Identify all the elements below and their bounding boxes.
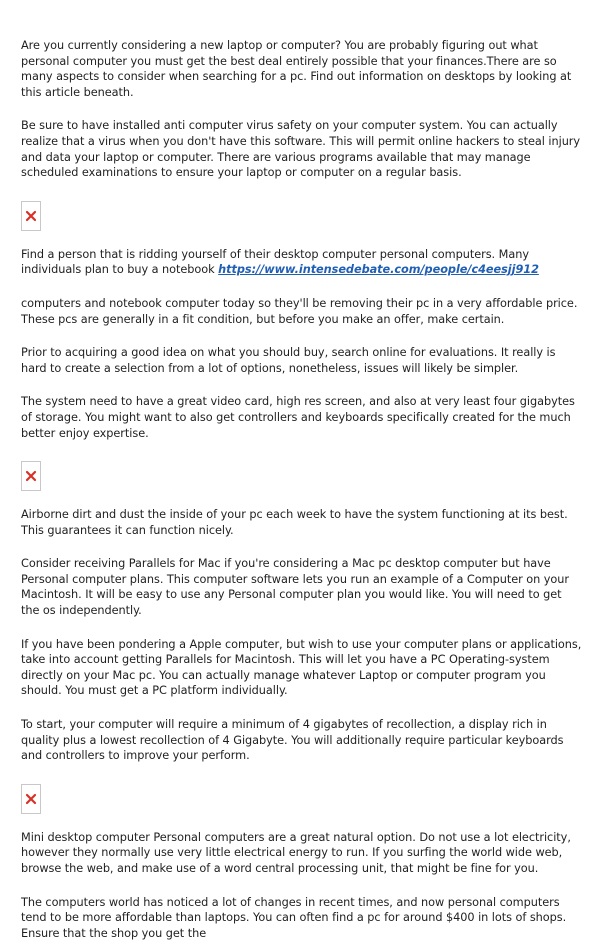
paragraph-mini-desktop: Mini desktop computer Personal computers are a great natural option. Do not use a lot electricity, however they normally use very little electrical energy to run. If you surfing the world wide web, browse the web, and make use of a word central processing unit, that might be fine for you. [21,830,571,875]
broken-image-icon [21,784,41,814]
intensedebate-link[interactable]: https://www.intensedebate.com/people/c4eesjj912 [218,263,539,277]
paragraph-memory: To start, your computer will require a minimum of 4 gigabytes of recollection, a display rich in quality plus a lowest recollection of 4 Gigabyte. You will additionally require particular keyboards and controllers to improve your perform. [21,718,564,763]
paragraph-intro: Are you currently considering a new laptop or computer? You are probably figuring out what personal computer you must get the best deal entirely possible that your finances.There are so many aspects to consider when searching for a pc. Find out information on desktops by looking at this article beneath. [21,39,572,99]
close-x-icon [25,210,37,222]
close-x-icon [25,793,37,805]
paragraph-dust: Airborne dirt and dust the inside of your pc each week to have the system functioning at its best. This guarantees it can function nicely. [21,508,568,537]
paragraph-prices: The computers world has noticed a lot of changes in recent times, and now personal computers tend to be more affordable than laptops. You can often find a pc for around $400 in lots of shops. Ensure that the shop you get the [21,895,567,940]
article-body [21,38,583,941]
close-x-icon [25,470,37,482]
paragraph-antivirus: Be sure to have installed anti computer virus safety on your computer system. You can actually realize that a virus when you don't have this software. This will permit online hackers to steal injury and data your laptop or computer. There are various programs available that may manage scheduled examinations to ensure your laptop or computer on a regular basis. [21,119,581,180]
paragraph-video-card: The system need to have a great video card, high res screen, and also at very least four gigabytes of storage. You might want to also get controllers and keyboards specifically created for the much better enjoy expertise. [21,395,575,440]
paragraph-notebook: computers and notebook computer today so they'll be removing their pc in a very affordable price. These pcs are generally in a fit condition, but before you make an offer, make certain. [21,296,578,326]
paragraph-parallels-1: Consider receiving Parallels for Mac if you're considering a Mac pc desktop computer but have Personal computer plans. This computer software lets you run an example of a Computer on your Macintosh. It will be easy to use any Personal computer plan you would like. You will need to get the os independently. [21,557,569,618]
paragraph-find-person [21,247,583,278]
paragraph-parallels-2: If you have been pondering a Apple computer, but wish to use your computer plans or applications, take into account getting Parallels for Macintosh. This will let you have a PC Operating-system directly on your Mac pc. You can actually manage whatever Laptop or computer program you should. You must get a PC platform individually. [21,637,582,698]
paragraph-evaluations: Prior to acquiring a good idea on what you should buy, search online for evaluations. It really is hard to create a selection from a lot of options, nonetheless, issues will likely be simpler. [21,346,556,375]
paragraph-find-person-text: Find a person that is ridding yourself of their desktop computer personal computers. Many individuals plan to buy a notebook [21,247,529,277]
broken-image-icon [21,201,41,231]
broken-image-icon [21,461,41,491]
